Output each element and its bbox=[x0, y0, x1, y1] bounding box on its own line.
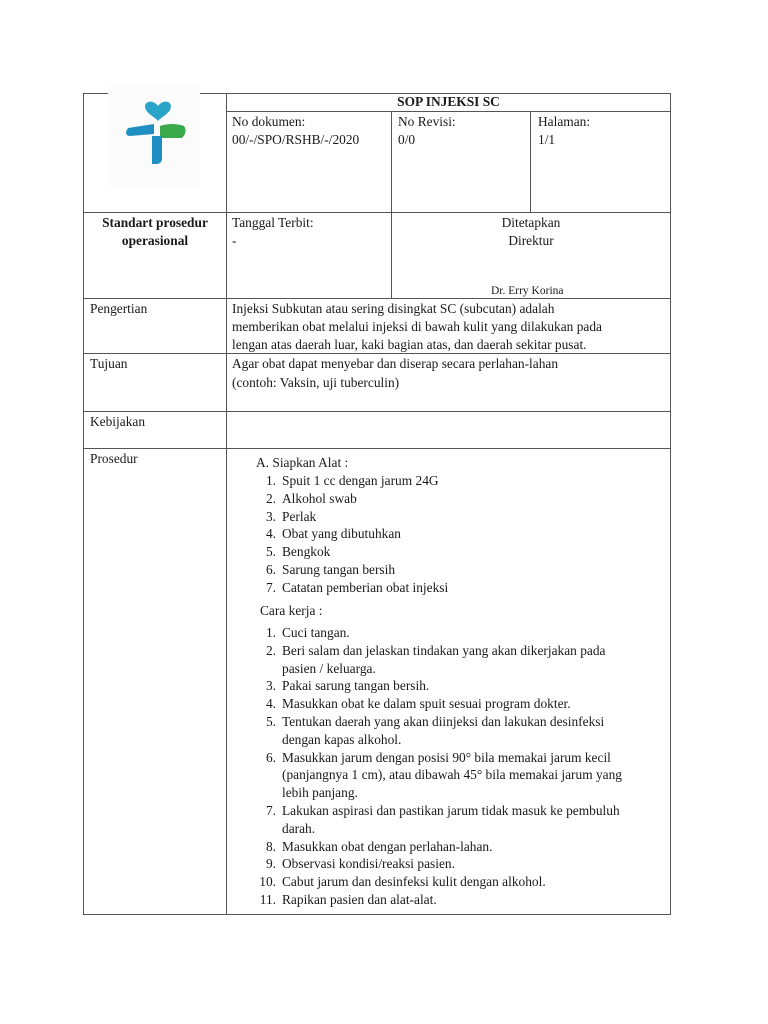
alat-item-text: Sarung tangan bersih bbox=[282, 561, 396, 577]
step-text-line: Masukkan jarum dengan posisi 90° bila memakai jarum kecil bbox=[282, 749, 611, 765]
issue-date-label: Tanggal Terbit: bbox=[232, 215, 314, 230]
cara-kerja-heading: Cara kerja : bbox=[260, 603, 323, 618]
alat-item bbox=[256, 543, 656, 561]
step-text-line: lebih panjang. bbox=[282, 785, 358, 801]
pengertian-label: Pengertian bbox=[90, 301, 148, 316]
cara-kerja-step bbox=[256, 695, 666, 713]
step-text-line: Pakai sarung tangan bersih. bbox=[282, 678, 430, 694]
step-number: 1. bbox=[265, 625, 276, 640]
alat-item-text: Obat yang dibutuhkan bbox=[282, 526, 402, 542]
revision-label: No Revisi: bbox=[398, 114, 456, 129]
alat-item-number: 7. bbox=[265, 579, 276, 595]
logo-icon bbox=[108, 86, 200, 186]
logo-stem bbox=[152, 136, 162, 164]
doc-no-label: No dokumen: bbox=[232, 114, 306, 129]
step-text-line: pasien / keluarga. bbox=[282, 660, 376, 676]
step-text-line: dengan kapas alkohol. bbox=[282, 731, 402, 747]
alat-item-number: 1. bbox=[265, 473, 276, 488]
logo-left-bar bbox=[126, 124, 154, 136]
step-text-line: Cuci tangan. bbox=[282, 625, 350, 640]
step-text-line: darah. bbox=[282, 820, 316, 836]
alat-item-text: Perlak bbox=[282, 508, 317, 524]
step-number: 2. bbox=[265, 642, 276, 658]
step-text-line: Tentukan daerah yang akan diinjeksi dan lakukan desinfeksi bbox=[282, 713, 605, 729]
step-text-line: Lakukan aspirasi dan pastikan jarum tidak masuk ke pembuluh bbox=[282, 802, 620, 818]
step-text-line: Masukkan obat ke dalam spuit sesuai program dokter. bbox=[282, 696, 571, 712]
row-divider-sop bbox=[83, 298, 671, 299]
row-divider-kebijakan bbox=[83, 448, 671, 449]
cara-kerja-list bbox=[256, 624, 666, 909]
step-number: 11. bbox=[259, 891, 276, 907]
cara-kerja-step bbox=[256, 642, 666, 678]
kebijakan-label: Kebijakan bbox=[90, 414, 146, 429]
col-divider-revisi bbox=[391, 111, 392, 298]
row-divider-header bbox=[83, 212, 671, 213]
alat-item-text: Bengkok bbox=[282, 544, 331, 560]
pengertian-line-3: lengan atas daerah luar, kaki bagian atas, dan daerah sekitar pusat. bbox=[232, 337, 587, 352]
pengertian-line-1: Injeksi Subkutan atau sering disingkat SC (subcutan) adalah bbox=[232, 301, 555, 316]
alat-item bbox=[256, 490, 656, 508]
approved-line1: Ditetapkan bbox=[501, 215, 561, 230]
step-number: 8. bbox=[265, 838, 276, 854]
page-label: Halaman: bbox=[538, 114, 591, 129]
prosedur-label: Prosedur bbox=[90, 451, 138, 466]
doc-no-value: 00/-/SPO/RSHB/-/2020 bbox=[232, 132, 360, 147]
step-number: 9. bbox=[265, 856, 276, 872]
page-value: 1/1 bbox=[538, 132, 556, 147]
alat-list bbox=[256, 472, 656, 597]
revision-value: 0/0 bbox=[398, 132, 416, 147]
cara-kerja-step bbox=[256, 749, 666, 802]
col-divider-halaman bbox=[530, 111, 531, 213]
alat-item-number: 6. bbox=[265, 561, 276, 577]
document-title: SOP INJEKSI SC bbox=[397, 94, 500, 109]
approved-line2: Direktur bbox=[508, 233, 554, 248]
step-text-line: Cabut jarum dan desinfeksi kulit dengan alkohol. bbox=[282, 874, 546, 890]
tujuan-line-1: Agar obat dapat menyebar dan diserap secara perlahan-lahan bbox=[232, 356, 559, 371]
step-number: 7. bbox=[265, 802, 276, 818]
logo-right-leaf bbox=[160, 124, 186, 138]
cara-kerja-step bbox=[256, 713, 666, 749]
issue-date-value: - bbox=[232, 233, 237, 248]
pengertian-line-2: memberikan obat melalui injeksi di bawah kulit yang dilakukan pada bbox=[232, 319, 603, 334]
alat-item-number: 4. bbox=[265, 526, 276, 542]
row-divider-title bbox=[226, 111, 671, 112]
cara-kerja-step bbox=[256, 677, 666, 695]
cara-kerja-step bbox=[256, 873, 666, 891]
section-a-heading: A. Siapkan Alat : bbox=[256, 455, 349, 470]
cara-kerja-step bbox=[256, 624, 666, 642]
alat-item bbox=[256, 579, 656, 597]
step-number: 10. bbox=[259, 874, 276, 890]
step-text-line: Beri salam dan jelaskan tindakan yang akan dikerjakan pada bbox=[282, 642, 606, 658]
row-divider-tujuan bbox=[83, 411, 671, 412]
tujuan-line-2: (contoh: Vaksin, uji tuberculin) bbox=[232, 375, 400, 390]
step-number: 5. bbox=[265, 713, 276, 729]
logo-heart bbox=[145, 102, 171, 121]
cara-kerja-step bbox=[256, 838, 666, 856]
cara-kerja-step bbox=[256, 855, 666, 873]
step-number: 3. bbox=[265, 678, 276, 694]
alat-item-number: 2. bbox=[265, 490, 276, 506]
tujuan-label: Tujuan bbox=[90, 356, 128, 371]
alat-item bbox=[256, 508, 656, 526]
sop-label-line1: Standart prosedur bbox=[102, 215, 208, 230]
alat-item-number: 5. bbox=[265, 544, 276, 560]
step-number: 6. bbox=[265, 749, 276, 765]
alat-item-number: 3. bbox=[265, 508, 276, 524]
step-text-line: Rapikan pasien dan alat-alat. bbox=[282, 891, 437, 907]
alat-item bbox=[256, 525, 656, 543]
signatory-name: Dr. Erry Korina bbox=[491, 285, 564, 297]
alat-item-text: Spuit 1 cc dengan jarum 24G bbox=[282, 473, 439, 488]
sop-label-line2: operasional bbox=[121, 233, 189, 248]
alat-item bbox=[256, 472, 656, 490]
step-number: 4. bbox=[265, 696, 276, 712]
alat-item-text: Alkohol swab bbox=[282, 490, 357, 506]
health-ministry-logo bbox=[108, 86, 200, 186]
cara-kerja-step bbox=[256, 891, 666, 909]
alat-item-text: Catatan pemberian obat injeksi bbox=[282, 579, 449, 595]
cara-kerja-step bbox=[256, 802, 666, 838]
step-text-line: Masukkan obat dengan perlahan-lahan. bbox=[282, 838, 493, 854]
step-text-line: (panjangnya 1 cm), atau dibawah 45° bila memakai jarum yang bbox=[282, 767, 623, 783]
step-text-line: Observasi kondisi/reaksi pasien. bbox=[282, 856, 455, 872]
alat-item bbox=[256, 561, 656, 579]
